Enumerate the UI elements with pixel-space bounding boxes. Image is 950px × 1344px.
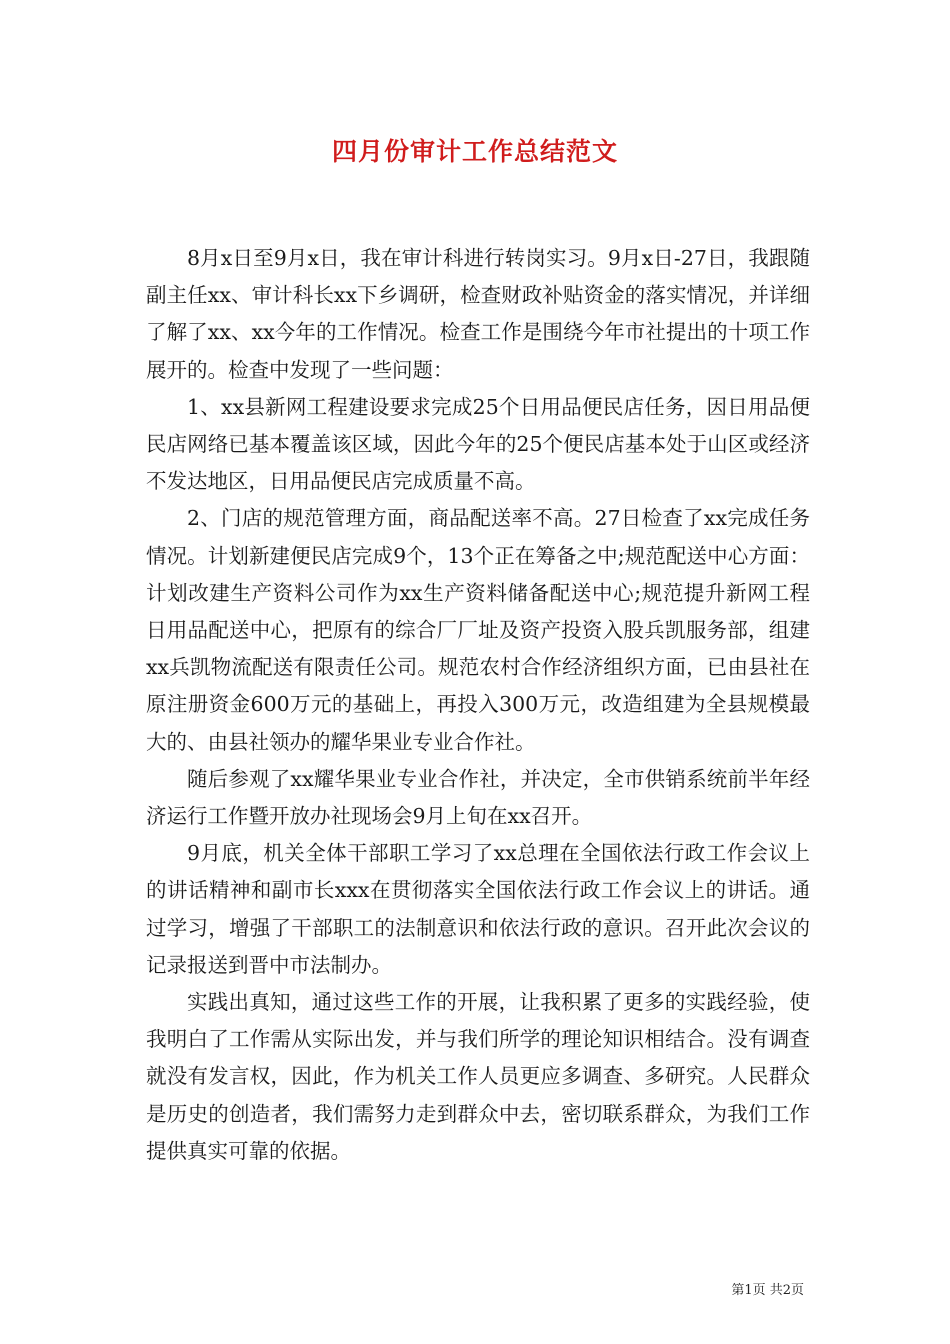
paragraph-issue-1: 1、xx县新网工程建设要求完成25个日用品便民店任务，因日用品便民店网络已基本覆盖该区域，因此今年的25个便民店基本处于山区或经济不发达地区，日用品便民店完成质量不高。 xyxy=(146,394,810,494)
document-title: 四月份审计工作总结范文 xyxy=(331,137,618,166)
paragraph-visit: 随后参观了xx耀华果业专业合作社，并决定，全市供销系统前半年经济运行工作暨开放办社现场会9月上旬在xx召开。 xyxy=(146,766,810,829)
document-body xyxy=(146,240,810,1170)
page-number-footer: 第1页 共2页 xyxy=(731,1283,804,1298)
paragraph-issue-2: 2、门店的规范管理方面，商品配送率不高。27日检查了xx完成任务情况。计划新建便民店完成9个，13个正在筹备之中;规范配送中心方面：计划改建生产资料公司作为xx生产资料储备配送中心;规范提升新网工程日用品配送中心，把原有的综合厂厂址及资产投资入股兵凯服务部，组建xx兵凯物流配送有限责任公司。规范农村合作经济组织方面，已由县社在原注册资金600万元的基础上，再投入300万元，改造组建为全县规模最大的、由县社领办的耀华果业专业合作社。 xyxy=(146,506,810,754)
paragraph-study: 9月底，机关全体干部职工学习了xx总理在全国依法行政工作会议上的讲话精神和副市长xxx在贯彻落实全国依法行政工作会议上的讲话。通过学习，增强了干部职工的法制意识和依法行政的意识。召开此次会议的记录报送到晋中市法制办。 xyxy=(146,841,810,977)
paragraph-conclusion: 实践出真知，通过这些工作的开展，让我积累了更多的实践经验，使我明白了工作需从实际出发，并与我们所学的理论知识相结合。没有调查就没有发言权，因此，作为机关工作人员更应多调查、多研究。人民群众是历史的创造者，我们需努力走到群众中去，密切联系群众，为我们工作提供真实可靠的依据。 xyxy=(146,990,810,1163)
paragraph-intro: 8月x日至9月x日，我在审计科进行转岗实习。9月x日-27日，我跟随副主任xx、审计科长xx下乡调研，检查财政补贴资金的落实情况，并详细了解了xx、xx今年的工作情况。检查工作是围绕今年市社提出的十项工作展开的。检查中发现了一些问题： xyxy=(146,246,810,382)
